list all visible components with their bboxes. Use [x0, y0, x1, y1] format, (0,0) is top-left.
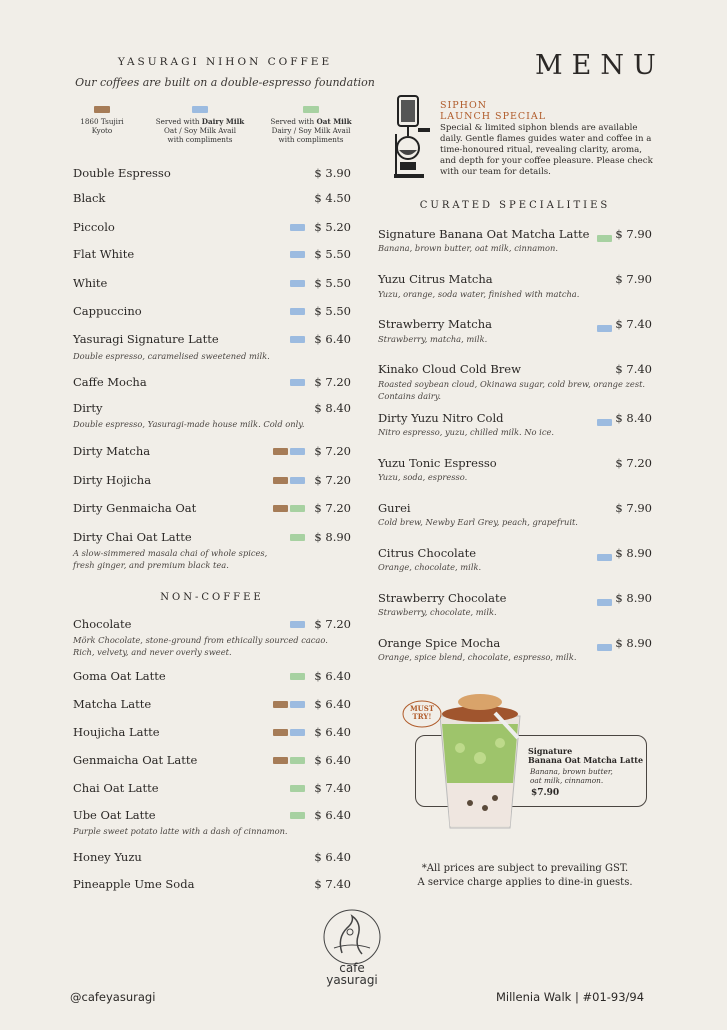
item-description: Strawberry, chocolate, milk. [378, 607, 497, 617]
milk-tags [597, 550, 612, 564]
price-note [400, 862, 650, 890]
dairy-swatch [290, 251, 305, 258]
item-name: Chocolate [73, 617, 132, 631]
item-name: Dirty Hojicha [73, 473, 152, 487]
item-name: Piccolo [73, 220, 115, 234]
dairy-swatch [290, 448, 305, 455]
item-name: Dirty Chai Oat Latte [73, 530, 192, 544]
item-price: $ 4.50 [314, 191, 351, 205]
item-description-line2: Rich, velvety, and never overly sweet. [73, 647, 232, 657]
item-price: $ 7.40 [314, 877, 351, 891]
speciality-item [378, 456, 652, 472]
item-price: $ 6.40 [314, 753, 351, 767]
oat-swatch [303, 106, 319, 113]
siphon-heading-line2: LAUNCH SPECIAL [440, 111, 547, 122]
menu-item [73, 473, 351, 489]
oat-swatch [290, 505, 305, 512]
speciality-item [378, 546, 652, 562]
promo-title-line1: Signature [528, 746, 573, 756]
item-description-line1: A slow-simmered masala chai of whole spices, [73, 548, 268, 558]
milk-tags [290, 336, 305, 343]
speciality-item [378, 362, 652, 378]
cafe-logo-text [315, 962, 389, 986]
item-description [73, 547, 267, 571]
menu-item [73, 191, 351, 207]
legend-kyoto-line1: 1860 Tsujiri [80, 117, 124, 126]
milk-tags [273, 701, 305, 708]
section-title-specialities: CURATED SPECIALITIES [419, 200, 611, 211]
item-price: $ 6.40 [314, 850, 351, 864]
item-description: Yuzu, soda, espresso. [378, 472, 468, 482]
menu-item [73, 617, 351, 633]
item-price: $ 6.40 [314, 669, 351, 683]
dairy-swatch [597, 599, 612, 606]
dairy-swatch [290, 379, 305, 386]
item-name: Strawberry Matcha [378, 317, 492, 331]
legend-dairy-line3: with compliments [167, 135, 233, 144]
menu-item [73, 725, 351, 741]
item-name: Orange Spice Mocha [378, 636, 501, 650]
item-price: $ 5.20 [314, 220, 351, 234]
item-name: White [73, 276, 108, 290]
section-title-noncoffee: NON-COFFEE [160, 592, 264, 603]
menu-item [73, 781, 351, 797]
item-name: Signature Banana Oat Matcha Latte [378, 227, 590, 241]
dairy-swatch [597, 554, 612, 561]
item-description: Nitro espresso, yuzu, chilled milk. No ice. [378, 427, 555, 437]
item-price: $ 6.40 [314, 697, 351, 711]
menu-item [73, 501, 351, 517]
item-name: Pineapple Ume Soda [73, 877, 195, 891]
milk-tags [290, 812, 305, 819]
milk-tags [597, 231, 612, 245]
item-price: $ 7.20 [314, 444, 351, 458]
item-description-line1: Roasted soybean cloud, Okinawa sugar, cold brew, orange zest. [378, 379, 646, 389]
legend-dairy-bold: Dairy Milk [201, 117, 245, 126]
item-name: Yuzu Citrus Matcha [378, 272, 493, 286]
menu-item [73, 220, 351, 236]
milk-tags [290, 379, 305, 386]
kyoto-swatch [273, 477, 288, 484]
milk-tags [290, 673, 305, 680]
speciality-item [378, 227, 652, 243]
menu-item [73, 850, 351, 866]
item-description: Purple sweet potato latte with a dash of cinnamon. [73, 826, 288, 836]
item-price: $ 7.40 [314, 781, 351, 795]
must-try-line2: TRY! [412, 712, 432, 721]
kyoto-swatch [273, 701, 288, 708]
item-description [378, 378, 645, 402]
dairy-swatch [290, 477, 305, 484]
kyoto-swatch [273, 757, 288, 764]
must-try-label [402, 705, 442, 721]
item-description-line2: Contains dairy. [378, 391, 441, 401]
menu-item [73, 877, 351, 893]
item-price: $ 7.20 [615, 456, 652, 470]
milk-tags [273, 505, 305, 512]
legend-oat [261, 106, 361, 144]
item-price: $ 6.40 [314, 808, 351, 822]
legend-kyoto-line2: Kyoto [91, 126, 113, 135]
item-name: Chai Oat Latte [73, 781, 159, 795]
item-price: $ 8.40 [615, 411, 652, 425]
item-name: Black [73, 191, 106, 205]
cafe-logo-icon [322, 908, 382, 966]
promo-title-line2: Banana Oat Matcha Latte [528, 755, 644, 765]
siphon-heading [440, 100, 546, 122]
item-name: Goma Oat Latte [73, 669, 166, 683]
oat-swatch [290, 534, 305, 541]
item-price: $ 6.40 [314, 725, 351, 739]
item-description-line1: Mörk Chocolate, stone-ground from ethically sourced cacao. [73, 635, 328, 645]
legend-oat-line3: with compliments [278, 135, 344, 144]
item-price: $ 5.50 [314, 304, 351, 318]
dairy-swatch [597, 325, 612, 332]
promo-description-line1: Banana, brown butter, [530, 767, 613, 776]
menu-item [73, 375, 351, 391]
menu-item [73, 166, 351, 182]
speciality-item [378, 411, 652, 427]
item-name: Caffe Mocha [73, 375, 147, 389]
price-note-line1: *All prices are subject to prevailing GST. [421, 863, 629, 874]
dairy-swatch [290, 336, 305, 343]
speciality-item [378, 501, 652, 517]
kyoto-swatch [273, 448, 288, 455]
dairy-swatch [290, 621, 305, 628]
item-name: Ube Oat Latte [73, 808, 156, 822]
item-description-line2: fresh ginger, and premium black tea. [73, 560, 229, 570]
item-description [73, 634, 328, 658]
milk-tags [290, 224, 305, 231]
item-name: Dirty Matcha [73, 444, 151, 458]
brand-title: YASURAGI NIHON COFFEE [117, 56, 333, 68]
speciality-item [378, 272, 652, 288]
milk-tags [597, 640, 612, 654]
item-price: $ 7.90 [615, 227, 652, 241]
legend-dairy-line2: Oat / Soy Milk Avail [163, 126, 237, 135]
promo-description [530, 767, 613, 785]
item-description: Strawberry, matcha, milk. [378, 334, 488, 344]
menu-item [73, 247, 351, 263]
milk-tags [290, 621, 305, 628]
legend-kyoto [52, 106, 152, 135]
kyoto-swatch [94, 106, 110, 113]
item-name: Kinako Cloud Cold Brew [378, 362, 521, 376]
logo-line2: yasuragi [326, 973, 378, 987]
menu-item [73, 401, 351, 417]
item-name: Honey Yuzu [73, 850, 142, 864]
siphon-heading-line1: SIPHON [440, 100, 488, 111]
menu-item [73, 808, 351, 824]
legend-dairy-pre: Served with [155, 117, 202, 126]
dairy-swatch [192, 106, 208, 113]
dairy-swatch [597, 419, 612, 426]
speciality-item [378, 636, 652, 652]
item-name: Gurei [378, 501, 411, 515]
dairy-swatch [290, 280, 305, 287]
promo-description-line2: oat milk, cinnamon. [530, 776, 604, 785]
item-name: Double Espresso [73, 166, 171, 180]
logo-line1: cafe [339, 961, 365, 975]
menu-title: MENU [535, 50, 665, 81]
menu-item [73, 276, 351, 292]
item-price: $ 7.20 [314, 473, 351, 487]
item-description: Cold brew, Newby Earl Grey, peach, grapefruit. [378, 517, 578, 527]
item-price: $ 8.90 [314, 530, 351, 544]
menu-item [73, 669, 351, 685]
brand-subtitle: Our coffees are built on a double-espresso foundation [75, 76, 375, 89]
siphon-description: Special & limited siphon blends are available daily. Gentle flames guides water and coffee in a time-honoured ritual, revealing clarity, aroma, and depth for your coffee pleasure. Please check with our team for details. [440, 123, 653, 177]
speciality-item [378, 317, 652, 333]
item-name: Cappuccino [73, 304, 142, 318]
menu-item [73, 304, 351, 320]
kyoto-swatch [273, 729, 288, 736]
milk-tags [290, 251, 305, 258]
milk-tags [290, 534, 305, 541]
item-name: Dirty Genmaicha Oat [73, 501, 197, 515]
item-description: Banana, brown butter, oat milk, cinnamon. [378, 243, 558, 253]
speciality-item [378, 591, 652, 607]
milk-tags [273, 448, 305, 455]
legend-oat-bold: Oat Milk [316, 117, 352, 126]
oat-swatch [290, 673, 305, 680]
milk-tags [273, 757, 305, 764]
milk-tags [290, 308, 305, 315]
item-description: Yuzu, orange, soda water, finished with matcha. [378, 289, 580, 299]
menu-item [73, 697, 351, 713]
item-price: $ 7.90 [615, 272, 652, 286]
item-name: Matcha Latte [73, 697, 152, 711]
milk-tags [597, 415, 612, 429]
item-price: $ 7.90 [615, 501, 652, 515]
oat-swatch [290, 757, 305, 764]
dairy-swatch [290, 701, 305, 708]
menu-item [73, 444, 351, 460]
item-price: $ 7.40 [615, 317, 652, 331]
item-price: $ 7.20 [314, 501, 351, 515]
legend-dairy [150, 106, 250, 144]
item-description: Double espresso, Yasuragi-made house milk. Cold only. [73, 419, 305, 429]
item-name: Flat White [73, 247, 135, 261]
must-try-line1: MUST [409, 704, 435, 713]
item-name: Dirty [73, 401, 103, 415]
milk-tags [273, 477, 305, 484]
item-price: $ 8.90 [615, 636, 652, 650]
item-price: $ 8.90 [615, 546, 652, 560]
item-description: Orange, spice blend, chocolate, espresso, milk. [378, 652, 577, 662]
item-price: $ 5.50 [314, 247, 351, 261]
item-price: $ 8.40 [314, 401, 351, 415]
item-price: $ 7.40 [615, 362, 652, 376]
item-name: Strawberry Chocolate [378, 591, 507, 605]
item-price: $ 5.50 [314, 276, 351, 290]
item-name: Dirty Yuzu Nitro Cold [378, 411, 504, 425]
legend-oat-pre: Served with [270, 117, 317, 126]
item-name: Yuzu Tonic Espresso [378, 456, 497, 470]
social-handle: @cafeyasuragi [70, 990, 156, 1004]
oat-swatch [290, 785, 305, 792]
item-price: $ 3.90 [314, 166, 351, 180]
item-name: Yasuragi Signature Latte [73, 332, 219, 346]
oat-swatch [597, 235, 612, 242]
item-price: $ 7.20 [314, 617, 351, 631]
item-description: Orange, chocolate, milk. [378, 562, 482, 572]
milk-tags [273, 729, 305, 736]
item-name: Citrus Chocolate [378, 546, 477, 560]
dairy-swatch [290, 308, 305, 315]
item-name: Genmaicha Oat Latte [73, 753, 198, 767]
kyoto-swatch [273, 505, 288, 512]
item-description: Double espresso, caramelised sweetened milk. [73, 351, 270, 361]
dairy-swatch [597, 644, 612, 651]
menu-item [73, 530, 351, 546]
drink-cup-icon [430, 688, 530, 838]
dairy-swatch [290, 224, 305, 231]
milk-tags [290, 785, 305, 792]
dairy-swatch [290, 729, 305, 736]
price-note-line2: A service charge applies to dine-in guests. [417, 877, 633, 888]
legend-oat-line2: Dairy / Soy Milk Avail [271, 126, 351, 135]
siphon-icon [392, 94, 432, 182]
promo-title [528, 747, 643, 765]
item-price: $ 8.90 [615, 591, 652, 605]
menu-item [73, 753, 351, 769]
promo-price: $7.90 [531, 788, 560, 798]
oat-swatch [290, 812, 305, 819]
item-price: $ 6.40 [314, 332, 351, 346]
item-price: $ 7.20 [314, 375, 351, 389]
store-location: Millenia Walk | #01-93/94 [496, 990, 645, 1004]
milk-tags [290, 280, 305, 287]
menu-item [73, 332, 351, 348]
item-name: Houjicha Latte [73, 725, 160, 739]
milk-tags [597, 321, 612, 335]
milk-tags [597, 595, 612, 609]
